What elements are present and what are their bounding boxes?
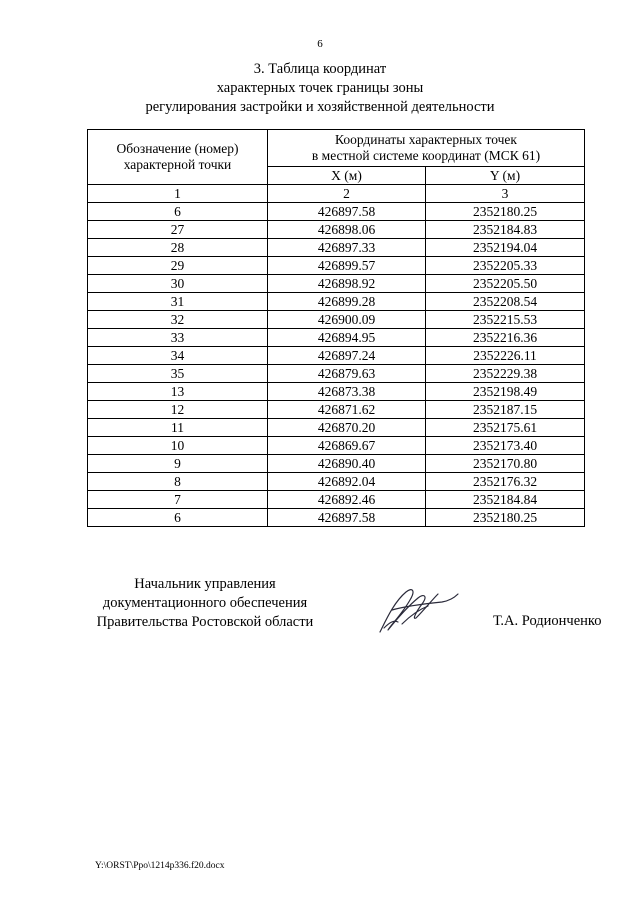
- x-cell: 426897.58: [268, 509, 426, 527]
- x-cell: 426899.57: [268, 257, 426, 275]
- y-cell: 2352176.32: [426, 473, 585, 491]
- point-cell: 8: [88, 473, 268, 491]
- table-row: [88, 203, 585, 221]
- file-path-footer: Y:\ORST\Ppo\1214p336.f20.docx: [95, 861, 225, 871]
- position-line-2: документационного обеспечения: [102, 595, 308, 611]
- table-row: [88, 365, 585, 383]
- point-cell: 35: [88, 365, 268, 383]
- x-cell: 426869.67: [268, 437, 426, 455]
- x-cell: 426897.24: [268, 347, 426, 365]
- point-cell: 6: [88, 509, 268, 527]
- table-row: [88, 239, 585, 257]
- column-number-1: 1: [88, 185, 268, 203]
- table-row: [88, 275, 585, 293]
- y-cell: 2352170.80: [426, 455, 585, 473]
- y-cell: 2352226.11: [426, 347, 585, 365]
- table-row: [88, 293, 585, 311]
- table-row: [88, 257, 585, 275]
- y-cell: 2352187.15: [426, 401, 585, 419]
- page-number: 6: [317, 38, 323, 50]
- title-line-2: характерных точек границы зоны: [216, 80, 424, 96]
- column-number-3: 3: [426, 185, 585, 203]
- point-cell: 32: [88, 311, 268, 329]
- y-cell: 2352229.38: [426, 365, 585, 383]
- point-cell: 9: [88, 455, 268, 473]
- table-row: [88, 491, 585, 509]
- point-cell: 7: [88, 491, 268, 509]
- x-cell: 426894.95: [268, 329, 426, 347]
- point-cell: 29: [88, 257, 268, 275]
- header-coords-line-1: Координаты характерных точек: [335, 132, 517, 147]
- point-cell: 10: [88, 437, 268, 455]
- point-cell: 28: [88, 239, 268, 257]
- table-row: [88, 473, 585, 491]
- table-row: [88, 311, 585, 329]
- x-cell: 426897.33: [268, 239, 426, 257]
- point-cell: 31: [88, 293, 268, 311]
- coordinates-table: [87, 129, 585, 527]
- y-cell: 2352215.53: [426, 311, 585, 329]
- header-coordinates: [268, 130, 585, 167]
- x-cell: 426870.20: [268, 419, 426, 437]
- title-line-1: 3. Таблица координат: [253, 61, 387, 77]
- x-cell: 426892.46: [268, 491, 426, 509]
- point-cell: 11: [88, 419, 268, 437]
- x-cell: 426898.92: [268, 275, 426, 293]
- position-line-3: Правительства Ростовской области: [96, 614, 314, 630]
- point-cell: 34: [88, 347, 268, 365]
- position-line-1: Начальник управления: [134, 576, 276, 592]
- x-cell: 426871.62: [268, 401, 426, 419]
- table-row: [88, 347, 585, 365]
- table-row: [88, 455, 585, 473]
- y-cell: 2352184.84: [426, 491, 585, 509]
- header-x: X (м): [268, 167, 426, 185]
- header-point-line-2: характерной точки: [123, 157, 232, 172]
- table-row: [88, 221, 585, 239]
- point-cell: 27: [88, 221, 268, 239]
- x-cell: 426879.63: [268, 365, 426, 383]
- point-cell: 13: [88, 383, 268, 401]
- signatory-position: [70, 575, 340, 632]
- document-title: [0, 60, 640, 117]
- x-cell: 426892.04: [268, 473, 426, 491]
- point-cell: 33: [88, 329, 268, 347]
- table-row: [88, 419, 585, 437]
- handwritten-signature: [372, 580, 462, 640]
- x-cell: 426898.06: [268, 221, 426, 239]
- coordinates-table-body: [88, 203, 585, 527]
- point-cell: 12: [88, 401, 268, 419]
- column-number-2: 2: [268, 185, 426, 203]
- point-cell: 30: [88, 275, 268, 293]
- table-row: [88, 509, 585, 527]
- title-line-3: регулирования застройки и хозяйственной деятельности: [145, 99, 495, 115]
- y-cell: 2352194.04: [426, 239, 585, 257]
- y-cell: 2352175.61: [426, 419, 585, 437]
- x-cell: 426899.28: [268, 293, 426, 311]
- header-y: Y (м): [426, 167, 585, 185]
- x-cell: 426873.38: [268, 383, 426, 401]
- y-cell: 2352198.49: [426, 383, 585, 401]
- x-cell: 426900.09: [268, 311, 426, 329]
- table-row: [88, 437, 585, 455]
- table-row: [88, 329, 585, 347]
- y-cell: 2352180.25: [426, 509, 585, 527]
- y-cell: 2352216.36: [426, 329, 585, 347]
- y-cell: 2352173.40: [426, 437, 585, 455]
- x-cell: 426890.40: [268, 455, 426, 473]
- header-point-line-1: Обозначение (номер): [116, 141, 239, 156]
- table-row: [88, 383, 585, 401]
- y-cell: 2352180.25: [426, 203, 585, 221]
- y-cell: 2352205.33: [426, 257, 585, 275]
- y-cell: 2352208.54: [426, 293, 585, 311]
- x-cell: 426897.58: [268, 203, 426, 221]
- header-coords-line-2: в местной системе координат (МСК 61): [311, 148, 541, 163]
- y-cell: 2352205.50: [426, 275, 585, 293]
- y-cell: 2352184.83: [426, 221, 585, 239]
- table-row: [88, 401, 585, 419]
- point-cell: 6: [88, 203, 268, 221]
- signatory-name: Т.А. Родионченко: [493, 613, 602, 629]
- header-point-designation: [88, 130, 268, 185]
